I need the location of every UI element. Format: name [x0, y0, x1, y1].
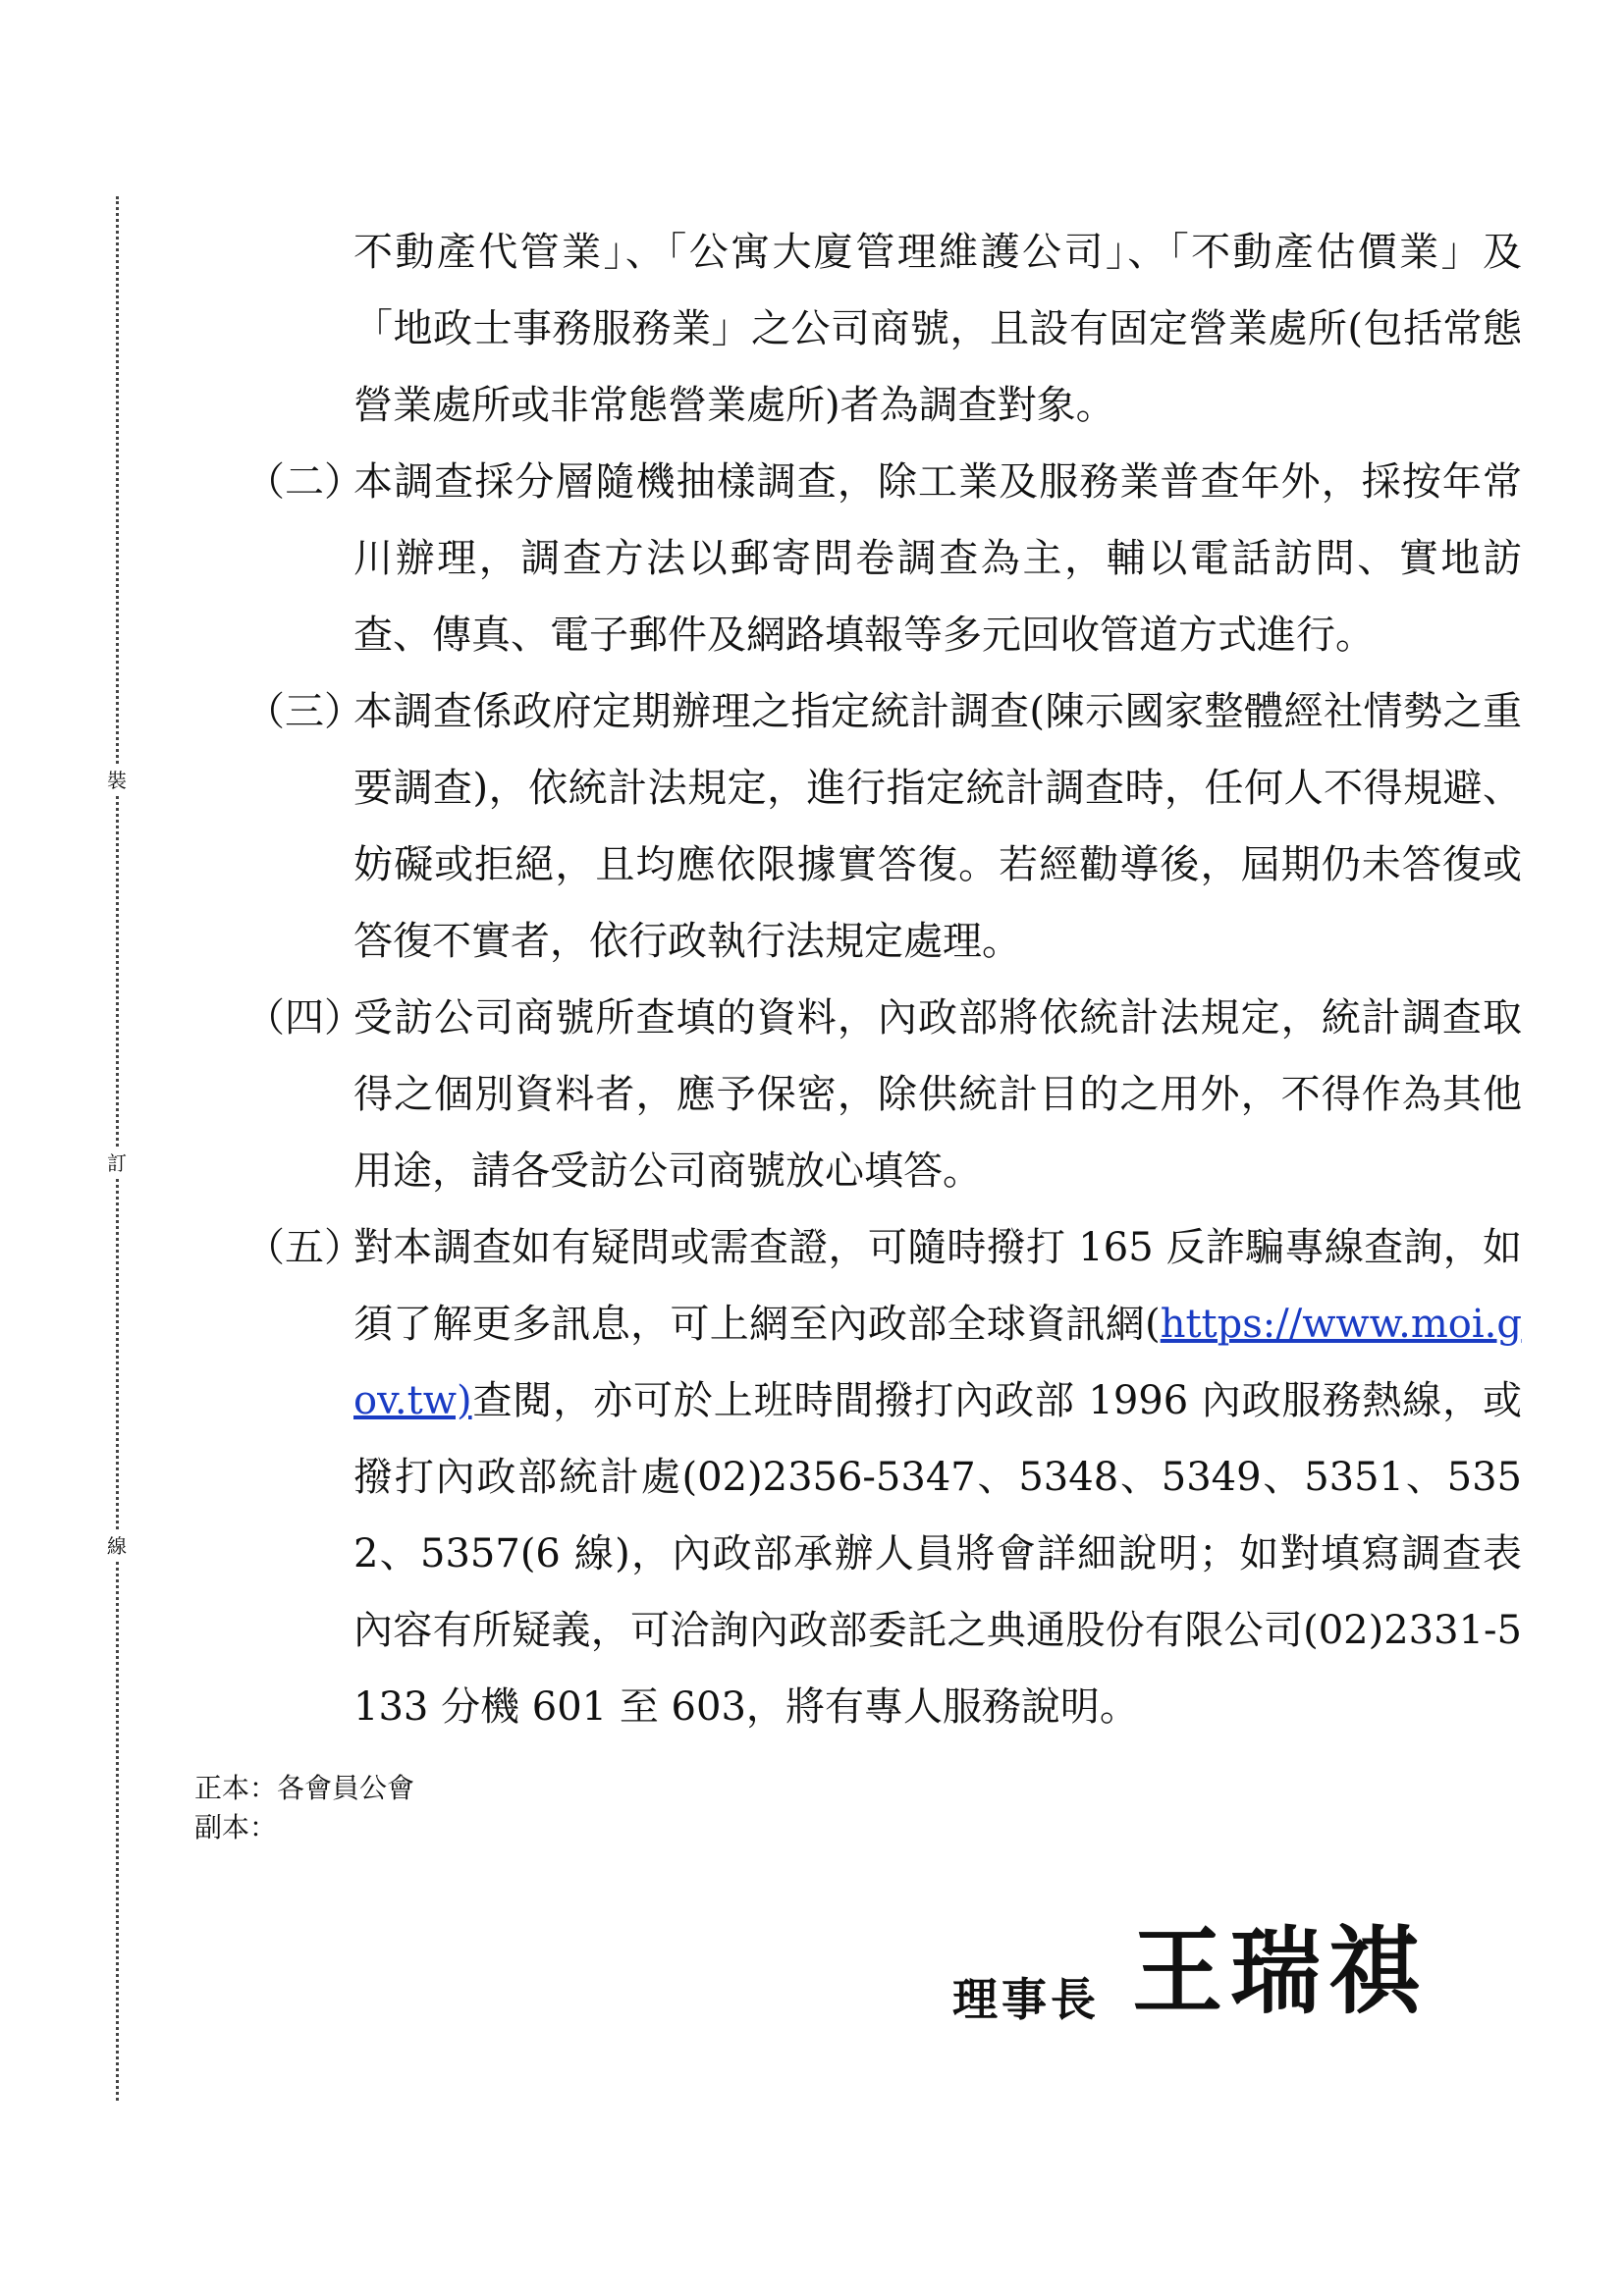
paragraph-5-text-before-link: 對本調查如有疑問或需查證，可隨時撥打 165 反詐騙專線查詢，如須了解更多訊息，可上網至內政部全球資訊網( [353, 1225, 1522, 1347]
original-value: 各會員公會 [277, 1772, 415, 1804]
paragraph-4-number: （四） [245, 995, 363, 1041]
binding-char-ding: 訂 [102, 1148, 132, 1178]
paragraph-1-continued [245, 214, 1522, 444]
copy-label: 副本： [194, 1811, 278, 1843]
binding-char-xian: 線 [102, 1531, 132, 1561]
signature-block [952, 1899, 1427, 2029]
paragraph-3 [245, 673, 1522, 980]
letter-body [245, 214, 1522, 1745]
original-label: 正本： [194, 1772, 278, 1804]
paragraph-2-text: 本調查採分層隨機抽樣調查，除工業及服務業普查年外，採按年常川辦理，調查方法以郵寄問卷調查為主，輔以電話訪問、實地訪查、傳真、電子郵件及網路填報等多元回收管道方式進行。 [353, 459, 1522, 658]
paragraph-5-number: （五） [245, 1225, 363, 1270]
paragraph-4-text: 受訪公司商號所查填的資料，內政部將依統計法規定，統計調查取得之個別資料者，應予保密，除供統計目的之用外，不得作為其他用途，請各受訪公司商號放心填答。 [353, 995, 1522, 1194]
paragraph-2-number: （二） [245, 459, 363, 505]
paragraph-3-text: 本調查係政府定期辦理之指定統計調查(陳示國家整體經社情勢之重要調查)，依統計法規定，進行指定統計調查時，任何人不得規避、妨礙或拒絕，且均應依限據實答復。若經勸導後，屆期仍未答復或答復不實者，依行政執行法規定處理。 [353, 689, 1522, 964]
copy-recipient-row [194, 1808, 414, 1847]
original-recipient-row [194, 1769, 414, 1808]
paragraph-5-text-after-link: 查閱，亦可於上班時間撥打內政部 1996 內政服務熱線，或撥打內政部統計處(02)2356-5347、5348、5349、5351、5352、5357(6 線)，內政部承辦人員將會詳細說明；如對填寫調查表內容有所疑義，可洽詢內政部委託之典通股份有限公司(02)2331-5133 分機 601 至 603，將有專人服務說明。 [353, 1378, 1522, 1730]
distribution-block [194, 1769, 414, 1847]
binding-char-zhuang: 裝 [102, 766, 132, 795]
moi-website-link[interactable]: https://www.moi.gov.tw) [353, 1302, 1522, 1423]
paragraph-5 [245, 1209, 1522, 1745]
paragraph-3-number: （三） [245, 689, 363, 734]
signature-title: 理事長 [952, 1973, 1100, 2026]
paragraph-2 [245, 444, 1522, 673]
paragraph-1-text: 不動產代管業」、「公寓大廈管理維護公司」、「不動產估價業」及「地政士事務服務業」之公司商號，且設有固定營業處所(包括常態營業處所或非常態營業處所)者為調查對象。 [353, 230, 1522, 428]
paragraph-4 [245, 980, 1522, 1209]
signature-name: 王瑞祺 [1132, 1915, 1428, 2028]
